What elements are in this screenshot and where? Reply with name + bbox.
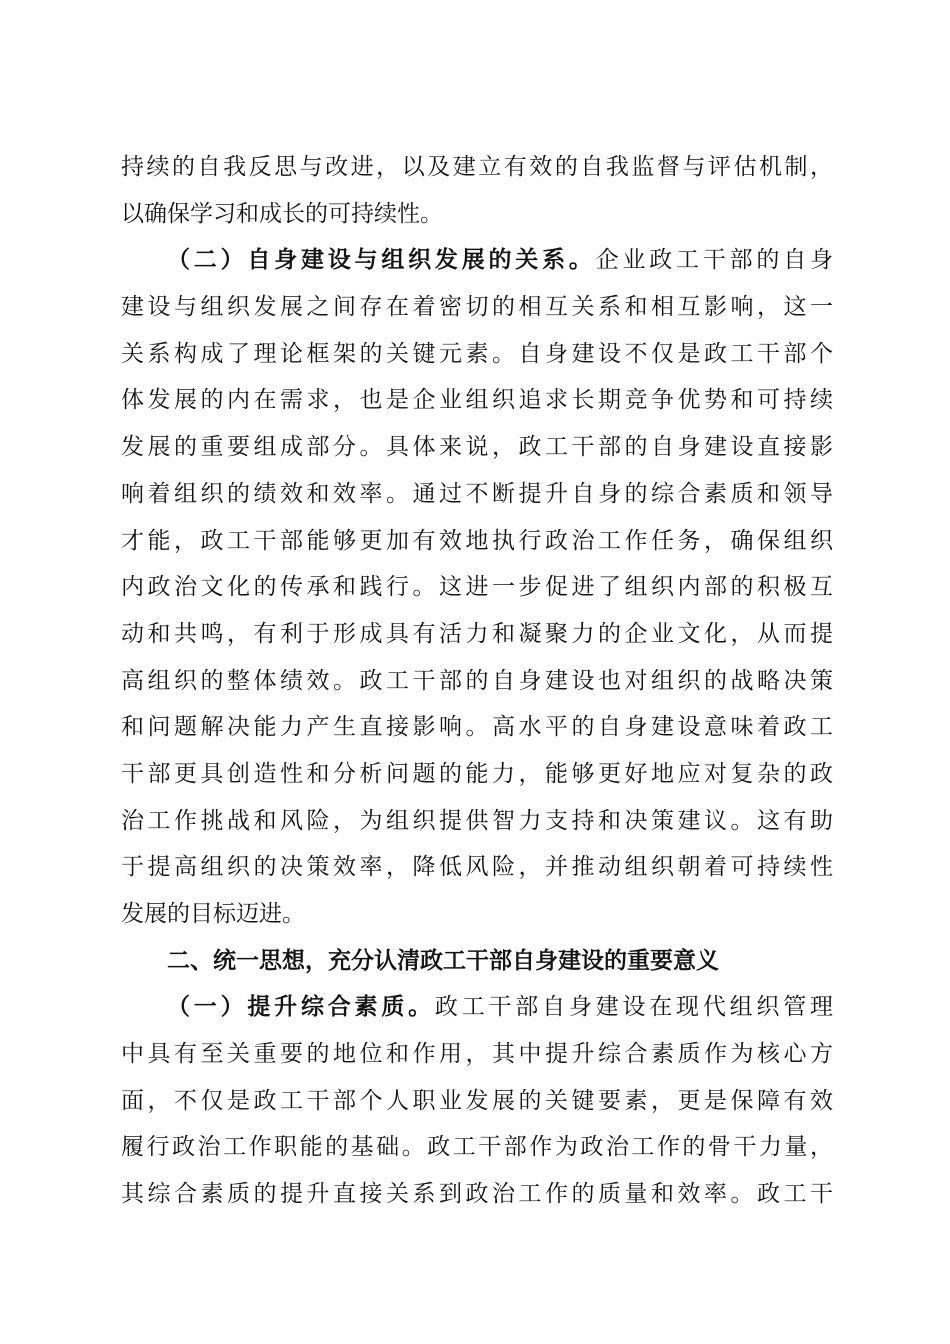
paragraph-last-line: 发展的目标迈进。 bbox=[121, 901, 305, 927]
section-heading: 二、统一思想，充分认清政工干部自身建设的重要意义 bbox=[167, 947, 719, 974]
paragraph-line: 其综合素质的提升直接关系到政治工作的质量和效率。政工干 bbox=[121, 1181, 833, 1208]
paragraph-line: 内政治文化的传承和践行。这进一步促进了组织内部的积极互 bbox=[121, 574, 833, 601]
paragraph-line: 面，不仅是政工干部个人职业发展的关键要素，更是保障有效 bbox=[121, 1087, 833, 1114]
paragraph-line: 和问题解决能力产生直接影响。高水平的自身建设意味着政工 bbox=[121, 714, 833, 741]
paragraph-line: 以确保学习和成长的可持续性。 bbox=[121, 200, 443, 227]
paragraph-line: 体发展的内在需求，也是企业组织追求长期竞争优势和可持续 bbox=[121, 387, 833, 414]
paragraph-line: 于提高组织的决策效率，降低风险，并推动组织朝着可持续性 bbox=[121, 854, 833, 881]
paragraph-line: 建设与组织发展之间存在着密切的相互关系和相互影响，这一 bbox=[121, 294, 833, 321]
paragraph-line: 干部更具创造性和分析问题的能力，能够更好地应对复杂的政 bbox=[121, 760, 833, 787]
paragraph-line: 中具有至关重要的地位和作用，其中提升综合素质作为核心方 bbox=[121, 1041, 833, 1068]
section-2-first-line-text: 企业政工干部的自身 bbox=[595, 247, 834, 274]
paragraph-line: 才能，政工干部能够更加有效地执行政治工作任务，确保组织 bbox=[121, 527, 833, 554]
subsection-first-line-text: 政工干部自身建设在现代组织管理 bbox=[434, 994, 834, 1021]
paragraph-line: 动和共鸣，有利于形成具有活力和凝聚力的企业文化，从而提 bbox=[121, 620, 833, 647]
paragraph-line: 发展的重要组成部分。具体来说，政工干部的自身建设直接影 bbox=[121, 434, 833, 461]
subsection-title: （一）提升综合素质。 bbox=[167, 994, 435, 1021]
paragraph-line: 治工作挑战和风险，为组织提供智力支持和决策建议。这有助 bbox=[121, 807, 833, 834]
section-2-title: （二）自身建设与组织发展的关系。 bbox=[167, 247, 596, 274]
paragraph-line: 高组织的整体绩效。政工干部的自身建设也对组织的战略决策 bbox=[121, 667, 833, 694]
section-2-first-line bbox=[121, 237, 833, 284]
paragraph-line: 关系构成了理论框架的关键元素。自身建设不仅是政工干部个 bbox=[121, 340, 833, 367]
document-body bbox=[121, 144, 833, 1218]
paragraph-line: 响着组织的绩效和效率。通过不断提升自身的综合素质和领导 bbox=[121, 480, 833, 507]
subsection-first-line bbox=[121, 984, 833, 1031]
paragraph-line: 履行政治工作职能的基础。政工干部作为政治工作的骨干力量， bbox=[121, 1134, 833, 1161]
paragraph-line: 持续的自我反思与改进，以及建立有效的自我监督与评估机制， bbox=[121, 154, 833, 180]
